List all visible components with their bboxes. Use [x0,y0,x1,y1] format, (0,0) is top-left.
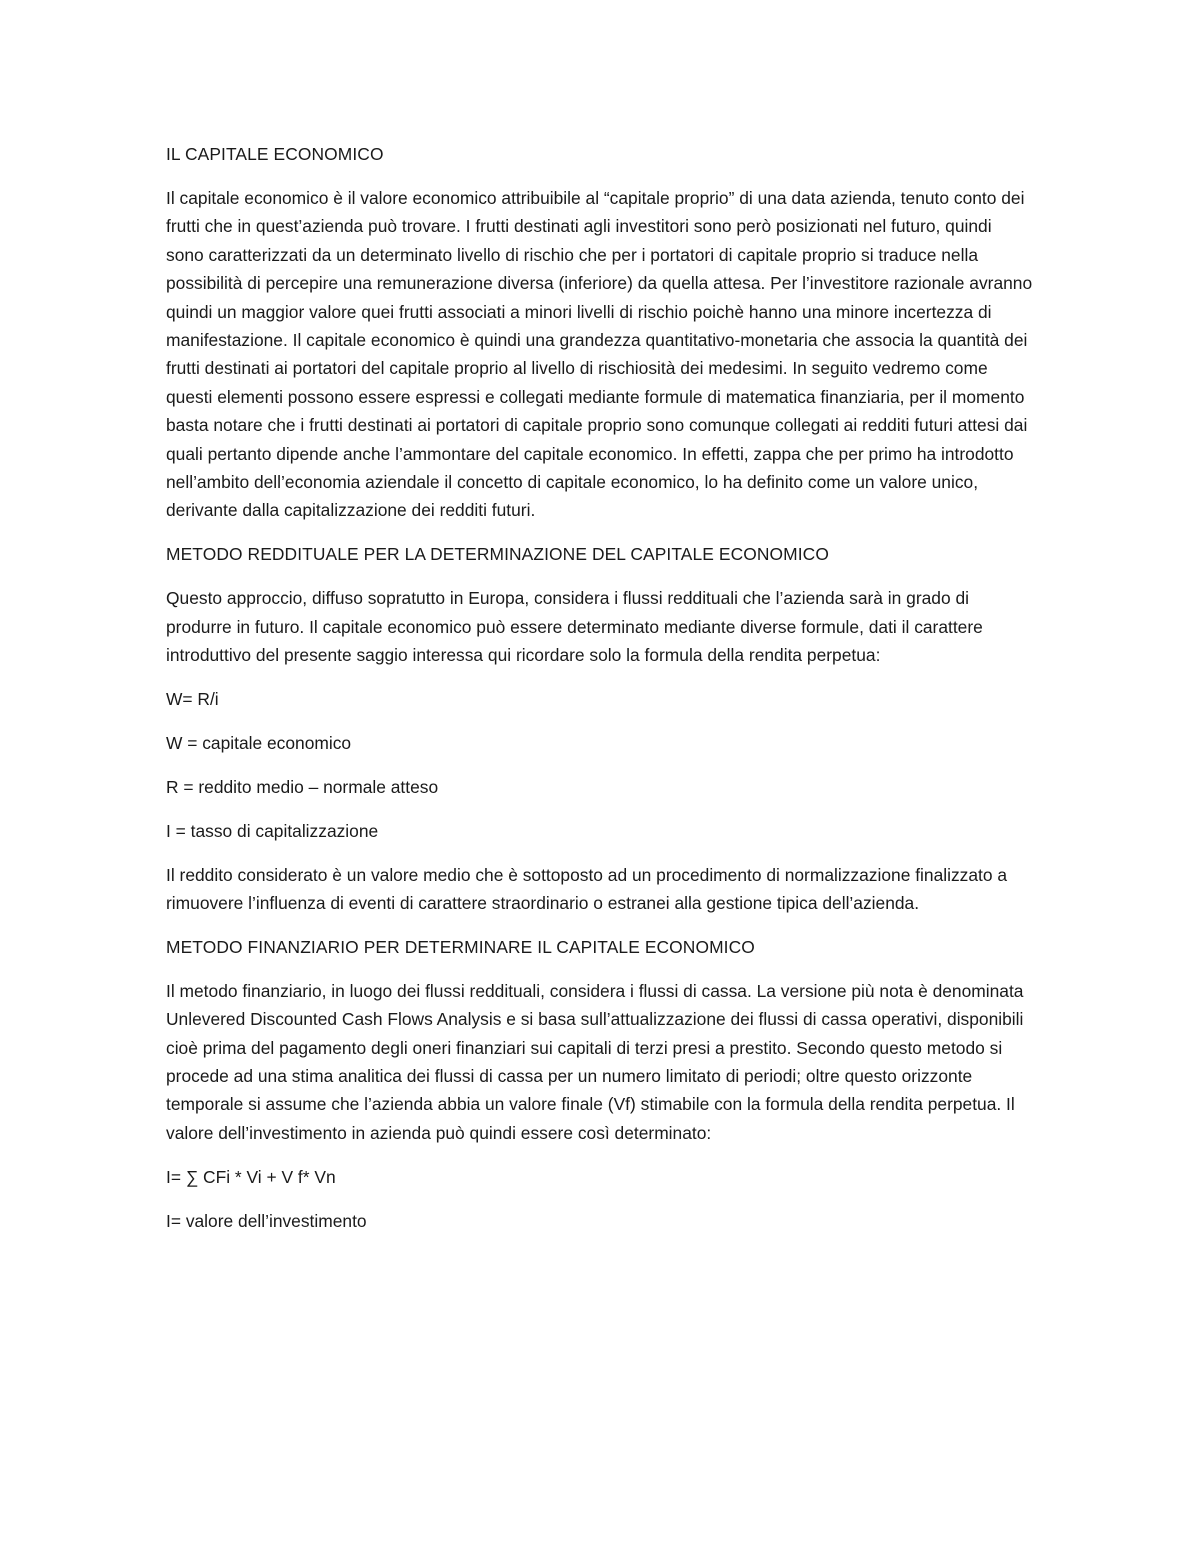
paragraph-metodo-reddituale: Questo approccio, diffuso sopratutto in Europa, considera i flussi reddituali che l’azienda sarà in grado di produrre in futuro. Il capitale economico può essere determinato mediante diverse formule, dati il carattere introduttivo del presente saggio interessa qui ricordare solo la formula della rendita perpetua: [166,588,983,665]
formula-legend-i: I = tasso di capitalizzazione [166,820,379,841]
formula-rendita-perpetua: W= R/i [166,688,219,709]
section-heading-metodo-reddituale: METODO REDDITUALE PER LA DETERMINAZIONE DEL CAPITALE ECONOMICO [166,544,829,565]
paragraph-normalizzazione: Il reddito considerato è un valore medio che è sottoposto ad un procedimento di normalizzazione finalizzato a rimuovere l’influenza di eventi di carattere straordinario o estranei alla gestione tipica dell’azienda. [166,864,1008,913]
formula-legend-w: W = capitale economico [166,732,352,753]
formula-legend-r: R = reddito medio – normale atteso [166,776,439,797]
section-heading-capitale-economico: IL CAPITALE ECONOMICO [166,144,384,164]
formula-valore-investimento: I= ∑ CFi * Vi + V f* Vn [166,1166,336,1187]
section-heading-metodo-finanziario: METODO FINANZIARIO PER DETERMINARE IL CAPITALE ECONOMICO [166,936,755,957]
document-body [166,140,1034,1251]
formula-legend-investimento: I= valore dell’investimento [166,1210,367,1231]
paragraph-definizione-capitale-economico: Il capitale economico è il valore economico attribuibile al “capitale proprio” di una data azienda, tenuto conto dei frutti che in quest’azienda può trovare. I frutti destinati agli investitori sono però posizionati nel futuro, quindi sono caratterizzati da un determinato livello di rischio che per i portatori di capitale proprio si traduce nella possibilità di percepire una remunerazione diversa (inferiore) da quella attesa. Per l’investitore razionale avranno quindi un maggior valore quei frutti associati a minori livelli di rischio poichè hanno una minore incertezza di manifestazione. Il capitale economico è quindi una grandezza quantitativo-monetaria che associa la quantità dei frutti destinati ai portatori del capitale proprio al livello di rischiosità dei medesimi. In seguito vedremo come questi elementi possono essere espressi e collegati mediante formule di matematica finanziaria, per il momento basta notare che i frutti destinati ai portatori di capitale proprio sono comunque collegati ai redditi futuri attesi dai quali pertanto dipende anche l’ammontare del capitale economico. In effetti, zappa che per primo ha introdotto nell’ambito dell’economia aziendale il concetto di capitale economico, lo ha definito come un valore unico, derivante dalla capitalizzazione dei redditi futuri. [166,187,1033,521]
paragraph-metodo-finanziario: Il metodo finanziario, in luogo dei flussi reddituali, considera i flussi di cassa. La versione più nota è denominata Unlevered Discounted Cash Flows Analysis e si basa sull’attualizzazione dei flussi di cassa operativi, disponibili cioè prima del pagamento degli oneri finanziari sui capitali di terzi presi a prestito. Secondo questo metodo si procede ad una stima analitica dei flussi di cassa per un numero limitato di periodi; oltre questo orizzonte temporale si assume che l’azienda abbia un valore finale (Vf) stimabile con la formula della rendita perpetua. Il valore dell’investimento in azienda può quindi essere così determinato: [166,980,1024,1143]
